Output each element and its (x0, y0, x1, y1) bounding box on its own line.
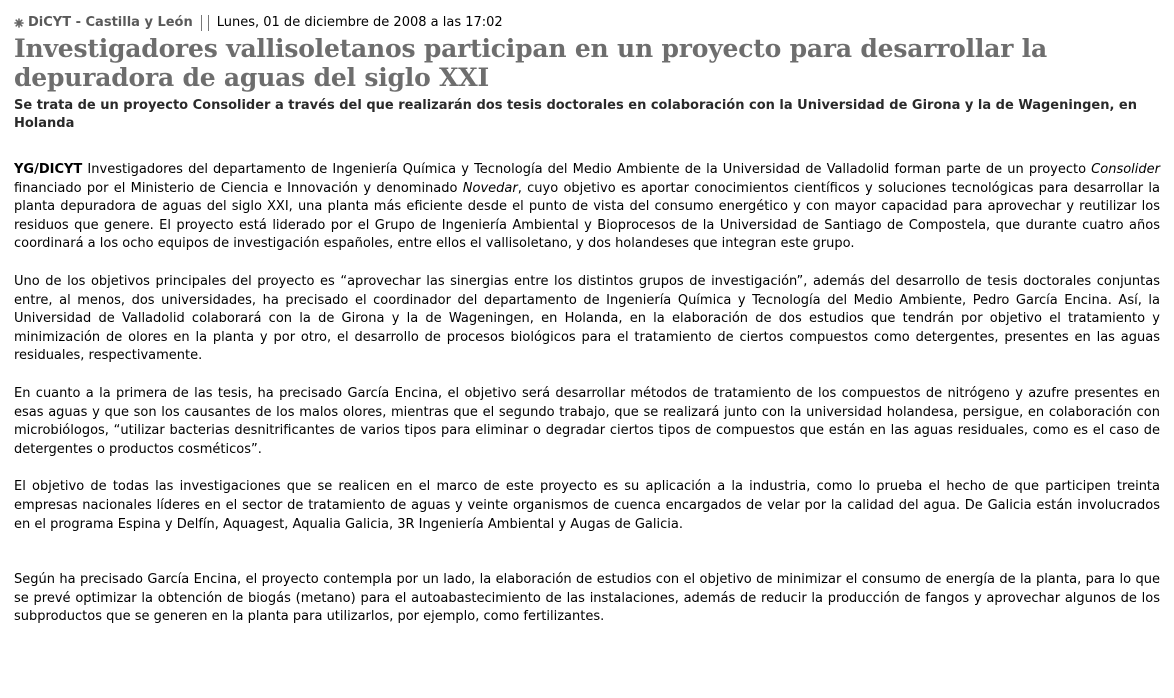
paragraph-1 (14, 161, 1160, 254)
paragraph-5: Según ha precisado García Encina, el proyecto contempla por un lado, la elaboración de estudios con el objetivo de minimizar el consumo de energía de la planta, para lo que se prevé optimizar la obtención de biogás (metano) para el autoabastecimiento de las instalaciones, además de reducir la producción de fangos y aprovechar algunos de los subproductos que se generen en la planta para utilizarlos, por ejemplo, como fertilizantes. (14, 572, 1160, 625)
paragraph-1-text-b: financiado por el Ministerio de Ciencia e Innovación y denominado (14, 180, 463, 196)
paragraph-4: El objetivo de todas las investigaciones que se realicen en el marco de este proyecto es su aplicación a la industria, como lo prueba el hecho de que participen treinta empresas nacionales líderes en el sector de tratamiento de aguas y veinte organismos de cuenca encargados de velar por la calidad del agua. De Galicia están involucrados en el programa Espina y Delfín, Aquagest, Aqualia Galicia, 3R Ingeniería Ambiental y Augas de Galicia. (14, 479, 1160, 532)
project-name-consolider: Consolider (1091, 162, 1160, 177)
article-title: Investigadores vallisoletanos participan en un proyecto para desarrollar la depuradora de aguas del siglo XXI (14, 34, 1047, 92)
paragraph-2: Uno de los objetivos principales del proyecto es “aprovechar las sinergias entre los distintos grupos de investigación”, además del desarrollo de tesis doctorales conjuntas entre, al menos, dos universidades, ha precisado el coordinador del departamento de Ingeniería Química y Tecnología del Medio Ambiente, Pedro García Encina. Así, la Universidad de Valladolid colaborará con la de Girona y la de Wageningen, en Holanda, en la elaboración de dos estudios que tendrán por objetivo el tratamiento y minimización de olores en la planta y por otro, el desarrollo de procesos biológicos para el tratamiento de ciertos compuestos como detergentes, presentes en las aguas residuales, respectivamente. (14, 273, 1160, 364)
article-meta (14, 14, 1160, 32)
paragraph-1-text-a: Investigadores del departamento de Ingeniería Química y Tecnología del Medio Ambiente de la Universidad de Valladolid forman parte de un proyecto (82, 162, 1092, 177)
article-body (14, 161, 1160, 627)
publish-date: Lunes, 01 de diciembre de 2008 a las 17:02 (216, 15, 503, 30)
article-subtitle: Se trata de un proyecto Consolider a través del que realizarán dos tesis doctorales en colaboración con la Universidad de Girona y la de Wageningen, en Holanda (14, 98, 1137, 131)
separator (201, 15, 209, 31)
snowflake-icon (14, 18, 24, 28)
byline: YG/DICYT (14, 162, 83, 177)
source-label: DiCYT - Castilla y León (28, 15, 193, 30)
paragraph-1-text-c: , cuyo objetivo es aportar conocimientos científicos y soluciones tecnológicas para desarrollar la planta depuradora de aguas del siglo XXI, una planta más eficiente desde el punto de vista del consumo energético y con mayor capacidad para aprovechar y reutilizar los residuos que genere. El proyecto está liderado por el Grupo de Ingeniería Ambiental y Bioprocesos de la Universidad de Santiago de Compostela, que durante cuatro años coordinará a los ocho equipos de investigación españoles, entre ellos el vallisoletano, y dos holandeses que integran este grupo. (14, 180, 1160, 252)
project-name-novedar: Novedar (462, 180, 518, 196)
source-link[interactable] (14, 15, 193, 31)
article-page (14, 14, 1160, 646)
paragraph-3: En cuanto a la primera de las tesis, ha precisado García Encina, el objetivo será desarrollar métodos de tratamiento de los compuestos de nitrógeno y azufre presentes en esas aguas y que son los causantes de los malos olores, mientras que el segundo trabajo, que se realizará junto con la universidad holandesa, persigue, en colaboración con microbiólogos, “utilizar bacterias desnitrificantes de varios tipos para eliminar o degradar ciertos tipos de compuestos que están en las aguas residuales, como es el caso de detergentes o productos cosméticos”. (14, 385, 1160, 457)
